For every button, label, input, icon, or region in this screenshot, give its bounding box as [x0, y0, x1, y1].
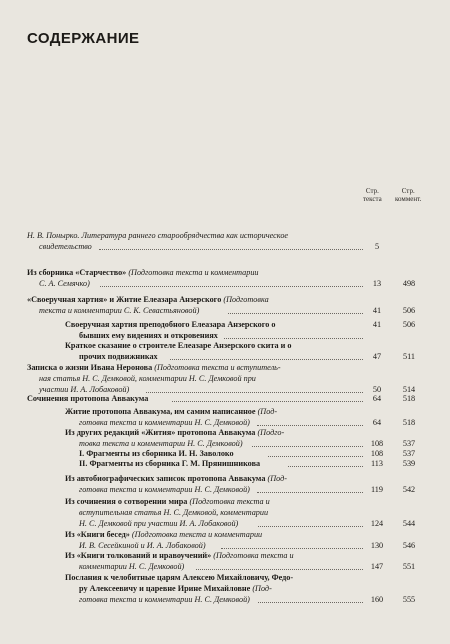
- comment-page-number: 544: [402, 519, 416, 528]
- text-page-number: 113: [371, 459, 383, 468]
- comment-page-number: 537: [402, 439, 416, 448]
- text-page-number: 130: [370, 541, 384, 550]
- text-page-number: 13: [372, 279, 382, 288]
- text-page-number: 108: [370, 449, 384, 458]
- text-page-number: 41: [372, 306, 382, 315]
- comment-page-number: 511: [403, 352, 415, 361]
- comment-page-number: 555: [402, 595, 416, 604]
- text-page-number: 64: [372, 394, 382, 403]
- comment-page-number: 518: [402, 418, 416, 427]
- text-page-number: 50: [372, 385, 382, 394]
- text-page-number: 160: [370, 595, 384, 604]
- comment-page-number: 514: [402, 385, 416, 394]
- text-page-number: 119: [371, 485, 383, 494]
- text-page-number: 41: [372, 320, 382, 329]
- text-page-number: 5: [374, 242, 380, 251]
- text-page-number: 108: [370, 439, 384, 448]
- text-page-number: 147: [370, 562, 384, 571]
- toc-page: СОДЕРЖАНИЕ Стр. текста Стр. коммент. Н. В. Понырко. Литература раннего старообрядчества как историческое свидетельство 5 Из сборника «Старчество» (Подготовка текста и комментарии С. А. Семячко) 13 498 «Своеручная хартия» и Житие Елеазара Анзерского (Подготовка текста и комментарии С. К. Севастьяновой) 41 506 Своеручная хартия преподобного Елеазара Анзерского о бывших ему видениях и откровениях 41 506 Краткое сказание о строителе Елеазаре Анзерского скита и о прочих подвижниках 47 511 Записка о жизни Ивана Неронова (Подготовка текста и вступитель- ная статья Н. С. Демковой, комментарии Н. С. Демковой при участии И. А. Лобаковой) 50 514 Сочинения протопопа Аввакума 64 518 Житие протопопа Аввакума, им самим написанное (Под- готовка текста и комментарии Н. С. Демковой) 64 518 Из других редакций «Жития» протопопа Аввакума (Подго- товка текста и комментарии Н. С. Демковой) 108 537 I. Фрагменты из сборника И. Н. Заволоко 108 537 II. Фрагменты из сборника Г. М. Прянишникова 113 539 Из автобиографических записок протопопа Аввакума (Под- готовка текста и комментарии Н. С. Демковой) 119 542 Из сочинения о сотворении мира (Подготовка текста и вступительная статья Н. С. Демковой, комментарии Н. С. Демковой при участии И. А. Лобаковой) 124 544 Из «Книги бесед» (Подготовка текста и комментарии И. В. Сесейкиной и И. А. Лобаковой) 130 546 Из «Книги толкований и нравоучений» (Подготовка текста и комментарии Н. С. Демковой) 147 551 Послания к челобитные царям Алексею Михайловичу, Федо- ру Алексеевичу и царевне Ирине Михайловне (Под- готовка текста и комментарии Н. С. Демковой) 160 555: [0, 0, 450, 644]
- comment-page-number: 506: [402, 306, 416, 315]
- comment-page-number: 537: [402, 449, 416, 458]
- column-header-text-page: Стр. текста: [363, 187, 382, 203]
- comment-page-number: 546: [402, 541, 416, 550]
- comment-page-number: 498: [402, 279, 416, 288]
- comment-page-number: 551: [402, 562, 416, 571]
- comment-page-number: 542: [402, 485, 416, 494]
- comment-page-number: 539: [402, 459, 416, 468]
- page-title: СОДЕРЖАНИЕ: [27, 30, 140, 47]
- column-header-comment-page: Стр. коммент.: [395, 187, 422, 203]
- text-page-number: 64: [372, 418, 382, 427]
- text-page-number: 47: [372, 352, 382, 361]
- comment-page-number: 518: [402, 394, 416, 403]
- text-page-number: 124: [370, 519, 384, 528]
- comment-page-number: 506: [402, 320, 416, 329]
